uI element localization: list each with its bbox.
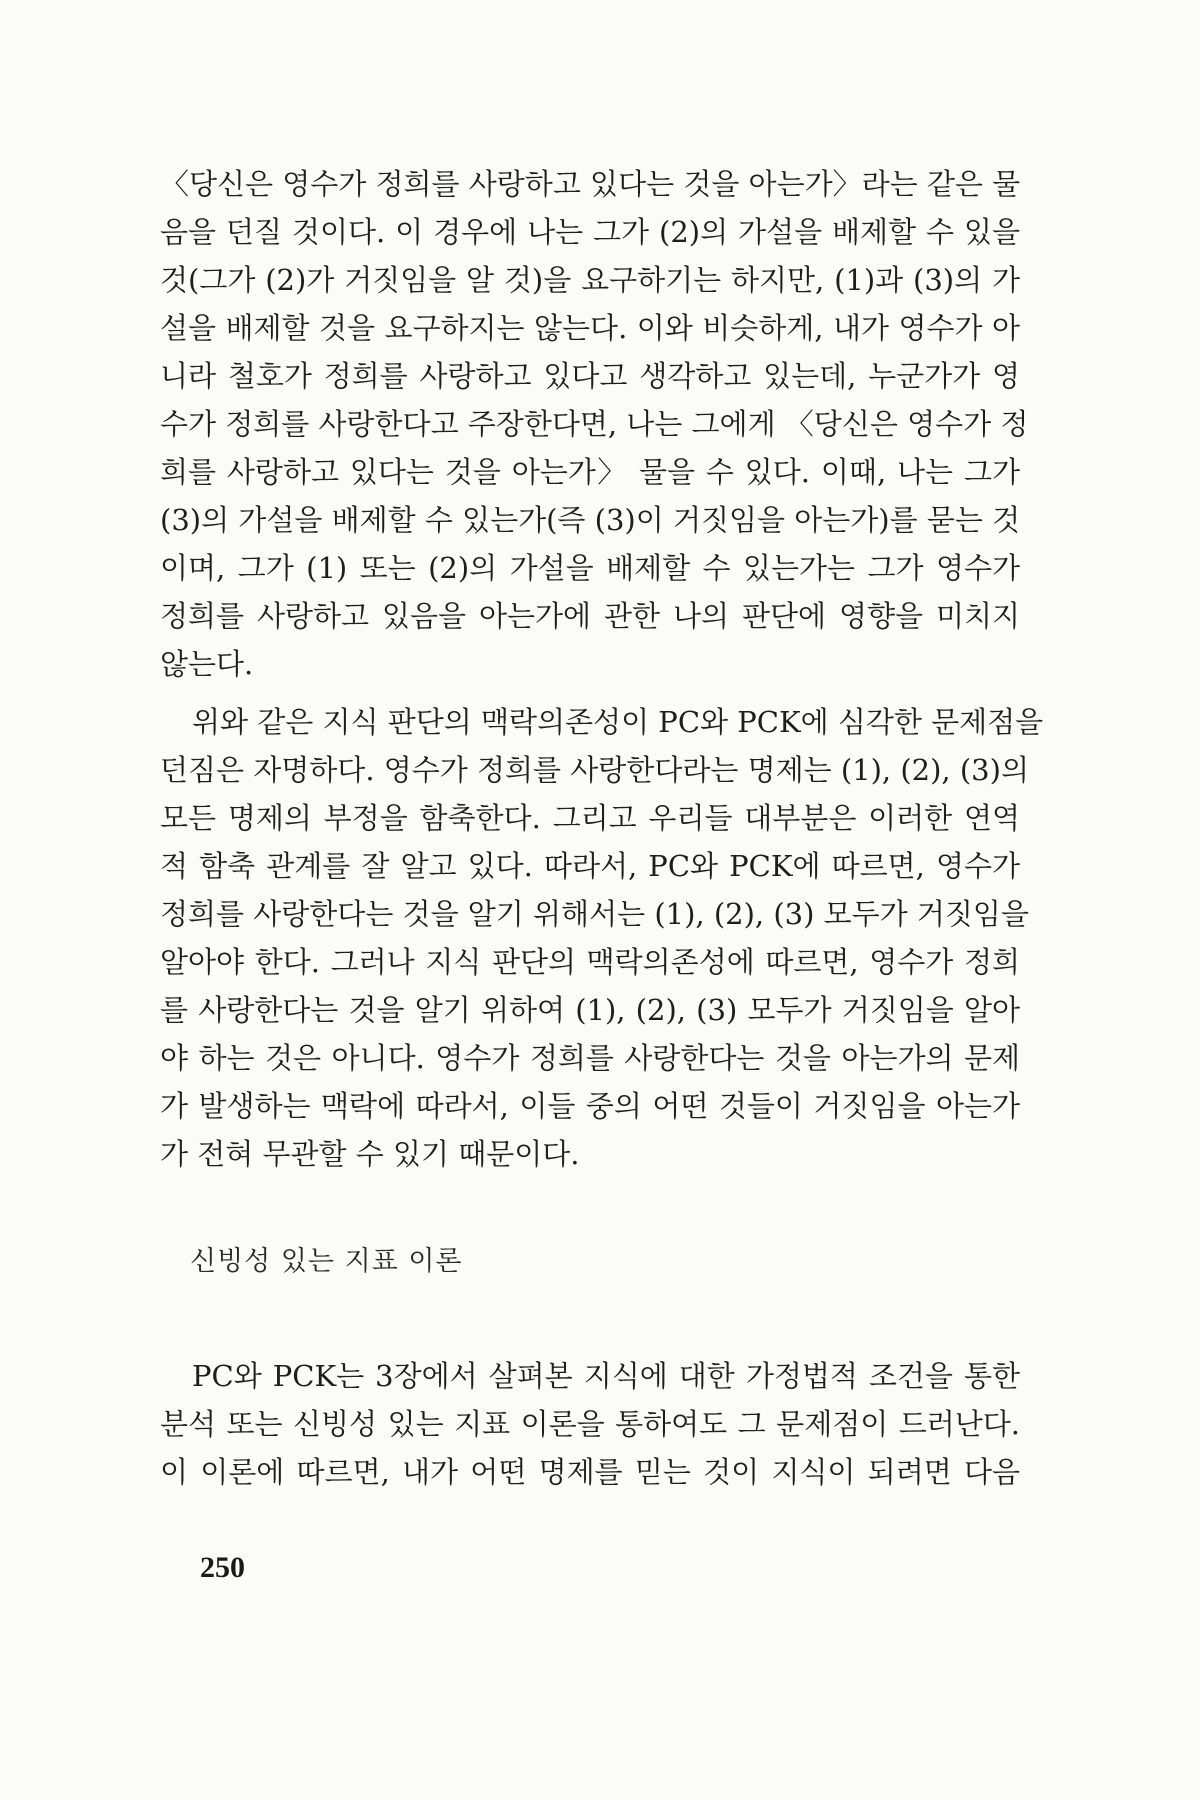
text-line: 모든 명제의 부정을 함축한다. 그리고 우리들 대부분은 이러한 연역: [160, 801, 1020, 835]
text-line: 이 이론에 따르면, 내가 어떤 명제를 믿는 것이 지식이 되려면 다음: [160, 1455, 1020, 1489]
text-line: 음을 던질 것이다. 이 경우에 나는 그가 (2)의 가설을 배제할 수 있을: [160, 215, 1020, 249]
text-line: (3)의 가설을 배제할 수 있는가(즉 (3)이 거짓임을 아는가)를 묻는 것: [160, 503, 1021, 537]
text-line: 설을 배제할 것을 요구하지는 않는다. 이와 비슷하게, 내가 영수가 아: [160, 311, 1020, 345]
text-line: 니라 철호가 정희를 사랑하고 있다고 생각하고 있는데, 누군가가 영: [160, 359, 1020, 393]
text-line: 알아야 한다. 그러나 지식 판단의 맥락의존성에 따르면, 영수가 정희: [160, 945, 1020, 979]
text-line: 수가 정희를 사랑한다고 주장한다면, 나는 그에게 〈당신은 영수가 정: [160, 407, 1029, 441]
text-line: 적 함축 관계를 잘 알고 있다. 따라서, PC와 PCK에 따르면, 영수가: [160, 849, 1020, 883]
text-line: 희를 사랑하고 있다는 것을 아는가〉 물을 수 있다. 이때, 나는 그가: [160, 455, 1020, 489]
text-line: 이며, 그가 (1) 또는 (2)의 가설을 배제할 수 있는가는 그가 영수가: [160, 551, 1020, 585]
text-line: 야 하는 것은 아니다. 영수가 정희를 사랑한다는 것을 아는가의 문제: [160, 1041, 1020, 1075]
text-line: 가 발생하는 맥락에 따라서, 이들 중의 어떤 것들이 거짓임을 아는가: [160, 1089, 1020, 1123]
page-number: 250: [200, 1551, 245, 1584]
text-line: 가 전혀 무관할 수 있기 때문이다.: [160, 1137, 580, 1171]
text-line: 〈당신은 영수가 정희를 사랑하고 있다는 것을 아는가〉라는 같은 물: [160, 167, 1021, 201]
section-heading: 신빙성 있는 지표 이론: [190, 1246, 463, 1277]
text-line: 분석 또는 신빙성 있는 지표 이론을 통하여도 그 문제점이 드러난다.: [160, 1407, 1020, 1441]
text-line: 위와 같은 지식 판단의 맥락의존성이 PC와 PCK에 심각한 문제점을: [192, 705, 1044, 739]
text-line: PC와 PCK는 3장에서 살펴본 지식에 대한 가정법적 조건을 통한: [192, 1359, 1020, 1393]
paragraph-2: [160, 698, 1044, 1178]
text-line: 던짐은 자명하다. 영수가 정희를 사랑한다라는 명제는 (1), (2), (3)의: [160, 753, 1029, 787]
text-line: 를 사랑한다는 것을 알기 위하여 (1), (2), (3) 모두가 거짓임을 알아: [160, 993, 1020, 1027]
text-line: 정희를 사랑하고 있음을 아는가에 관한 나의 판단에 영향을 미치지: [160, 599, 1020, 633]
text-line: 것(그가 (2)가 거짓임을 알 것)을 요구하기는 하지만, (1)과 (3)의 가: [160, 263, 1020, 297]
text-line: 정희를 사랑한다는 것을 알기 위해서는 (1), (2), (3) 모두가 거짓임을: [160, 897, 1029, 931]
paragraph-3: [160, 1352, 1020, 1496]
text-line: 않는다.: [160, 647, 254, 681]
paragraph-1: [160, 160, 1029, 688]
